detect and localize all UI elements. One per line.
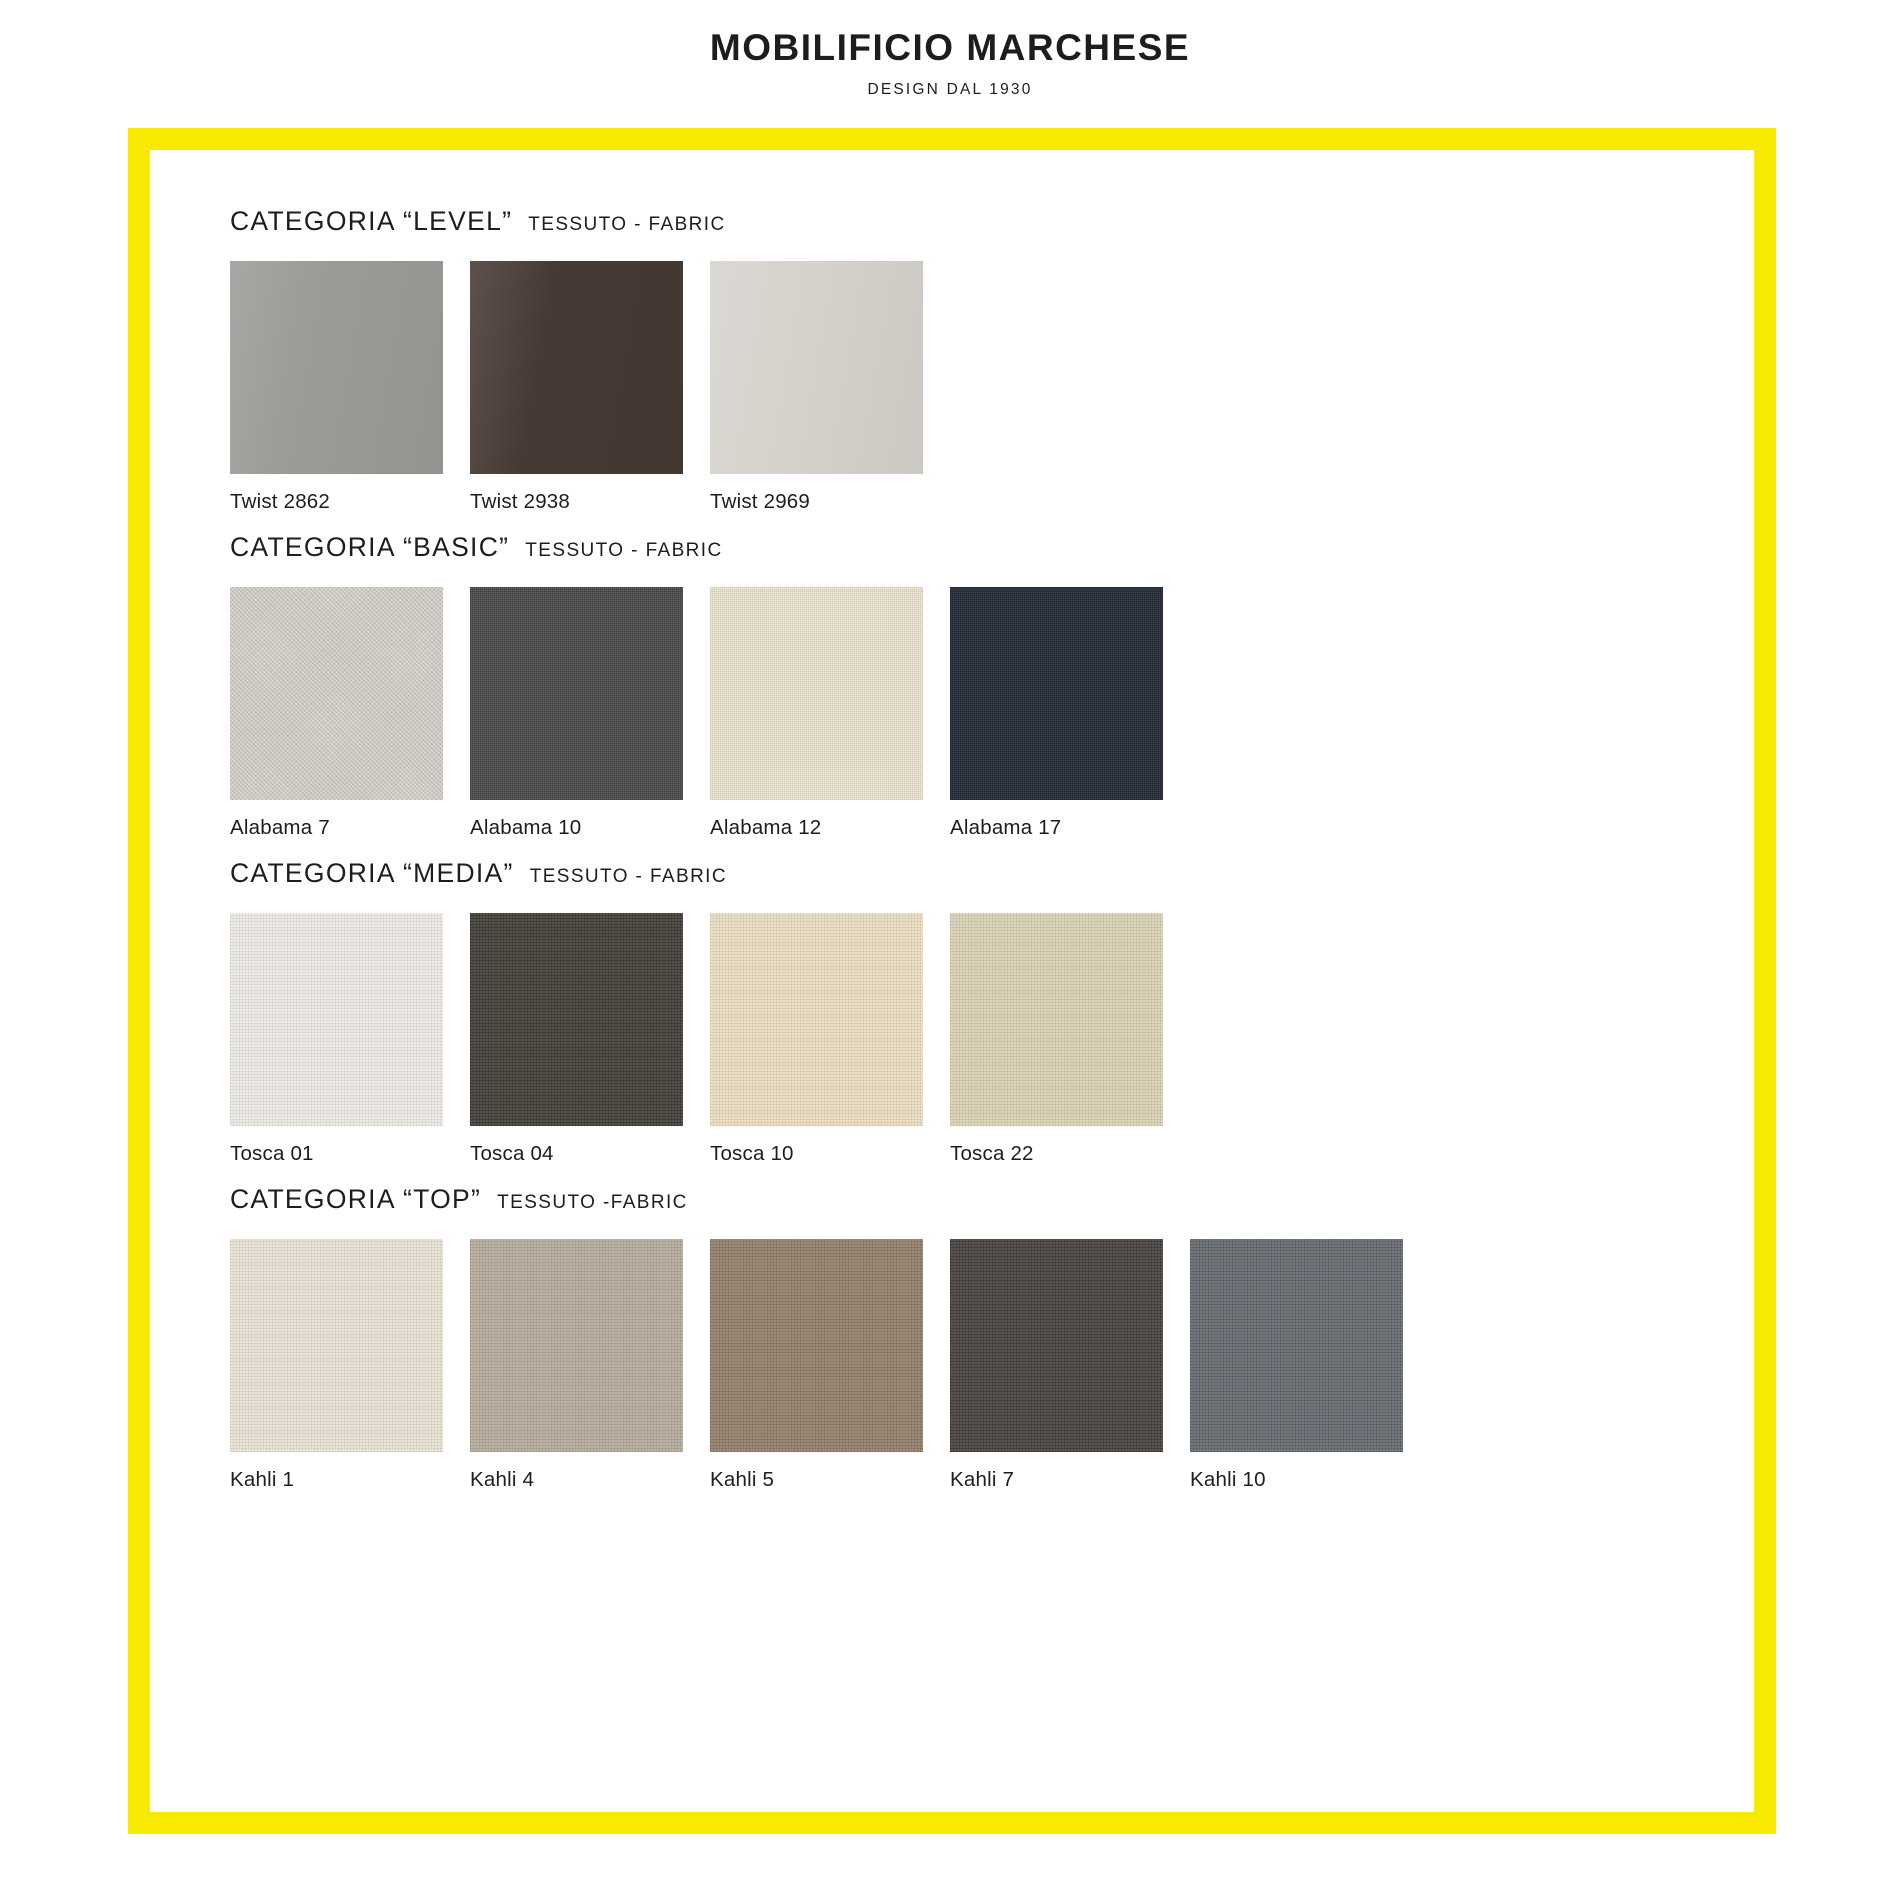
- swatch-texture-overlay: [710, 587, 923, 800]
- fabric-swatch[interactable]: [950, 1239, 1163, 1452]
- swatch-cell[interactable]: [230, 1239, 470, 1492]
- category-header: [230, 532, 1694, 563]
- swatch-label: Kahli 1: [230, 1468, 295, 1491]
- swatch-cell[interactable]: [710, 261, 950, 514]
- swatch-cell[interactable]: [470, 587, 710, 840]
- fabric-swatch[interactable]: [230, 913, 443, 1126]
- swatch-cell[interactable]: [230, 587, 470, 840]
- swatch-cell[interactable]: [470, 1239, 710, 1492]
- category-block: [230, 206, 1694, 514]
- category-header: [230, 858, 1694, 889]
- swatch-cell[interactable]: [950, 1239, 1190, 1492]
- swatch-cell[interactable]: [710, 1239, 950, 1492]
- fabric-swatch[interactable]: [710, 587, 923, 800]
- fabric-swatch[interactable]: [470, 261, 683, 474]
- swatch-texture-overlay: [230, 1239, 443, 1452]
- swatch-texture-overlay: [950, 913, 1163, 1126]
- fabric-swatch[interactable]: [230, 587, 443, 800]
- swatch-row: [230, 587, 1694, 840]
- category-title: CATEGORIA “MEDIA”: [230, 858, 514, 888]
- fabric-swatch[interactable]: [470, 1239, 683, 1452]
- swatch-label: Twist 2938: [470, 490, 570, 513]
- category-block: [230, 532, 1694, 840]
- swatch-label: Tosca 04: [470, 1142, 554, 1165]
- yellow-frame: [128, 128, 1776, 1834]
- swatch-cell[interactable]: [710, 913, 950, 1166]
- brand-tagline: DESIGN DAL 1930: [867, 80, 1033, 98]
- swatch-texture-overlay: [950, 587, 1163, 800]
- brand-header: [0, 0, 1900, 99]
- swatch-label: Twist 2969: [710, 490, 810, 513]
- swatch-texture-overlay: [710, 913, 923, 1126]
- swatch-label: Alabama 17: [950, 816, 1062, 839]
- fabric-swatch[interactable]: [230, 1239, 443, 1452]
- swatch-label: Tosca 01: [230, 1142, 314, 1165]
- swatch-texture-overlay: [230, 587, 443, 800]
- swatch-cell[interactable]: [1190, 1239, 1430, 1492]
- category-title: CATEGORIA “TOP”: [230, 1184, 482, 1214]
- swatch-texture-overlay: [230, 261, 443, 474]
- category-block: [230, 858, 1694, 1166]
- fabric-swatch[interactable]: [950, 587, 1163, 800]
- swatch-cell[interactable]: [950, 913, 1190, 1166]
- category-title: CATEGORIA “BASIC”: [230, 532, 510, 562]
- swatch-texture-overlay: [470, 913, 683, 1126]
- category-tag: TESSUTO -FABRIC: [497, 1192, 688, 1213]
- swatch-cell[interactable]: [230, 261, 470, 514]
- swatch-cell[interactable]: [950, 587, 1190, 840]
- swatch-cell[interactable]: [470, 261, 710, 514]
- swatch-label: Tosca 22: [950, 1142, 1034, 1165]
- swatch-texture-overlay: [230, 913, 443, 1126]
- fabric-swatch[interactable]: [470, 913, 683, 1126]
- swatch-cell[interactable]: [710, 587, 950, 840]
- category-tag: TESSUTO - FABRIC: [529, 866, 727, 887]
- swatch-cell[interactable]: [230, 913, 470, 1166]
- fabric-swatch[interactable]: [470, 587, 683, 800]
- category-list: [230, 206, 1694, 1492]
- category-block: [230, 1184, 1694, 1492]
- swatch-label: Tosca 10: [710, 1142, 794, 1165]
- category-header: [230, 1184, 1694, 1215]
- swatch-texture-overlay: [710, 261, 923, 474]
- swatch-label: Twist 2862: [230, 490, 330, 513]
- category-title: CATEGORIA “LEVEL”: [230, 206, 513, 236]
- fabric-swatch[interactable]: [710, 913, 923, 1126]
- category-tag: TESSUTO - FABRIC: [525, 540, 723, 561]
- catalog-body: [150, 150, 1754, 1812]
- swatch-label: Kahli 7: [950, 1468, 1015, 1491]
- swatch-row: [230, 261, 1694, 514]
- category-tag: TESSUTO - FABRIC: [528, 214, 726, 235]
- swatch-row: [230, 1239, 1694, 1492]
- swatch-texture-overlay: [950, 1239, 1163, 1452]
- swatch-label: Alabama 7: [230, 816, 330, 839]
- swatch-texture-overlay: [470, 261, 683, 474]
- fabric-swatch[interactable]: [1190, 1239, 1403, 1452]
- fabric-swatch[interactable]: [710, 261, 923, 474]
- swatch-texture-overlay: [1190, 1239, 1403, 1452]
- swatch-label: Kahli 10: [1190, 1468, 1266, 1491]
- brand-name: MOBILIFICIO MARCHESE: [709, 27, 1191, 68]
- swatch-texture-overlay: [710, 1239, 923, 1452]
- fabric-swatch[interactable]: [230, 261, 443, 474]
- swatch-label: Kahli 5: [710, 1468, 775, 1491]
- swatch-label: Kahli 4: [470, 1468, 535, 1491]
- category-header: [230, 206, 1694, 237]
- swatch-cell[interactable]: [470, 913, 710, 1166]
- swatch-texture-overlay: [470, 587, 683, 800]
- swatch-label: Alabama 10: [470, 816, 582, 839]
- swatch-label: Alabama 12: [710, 816, 822, 839]
- fabric-swatch[interactable]: [950, 913, 1163, 1126]
- fabric-swatch[interactable]: [710, 1239, 923, 1452]
- swatch-row: [230, 913, 1694, 1166]
- swatch-texture-overlay: [470, 1239, 683, 1452]
